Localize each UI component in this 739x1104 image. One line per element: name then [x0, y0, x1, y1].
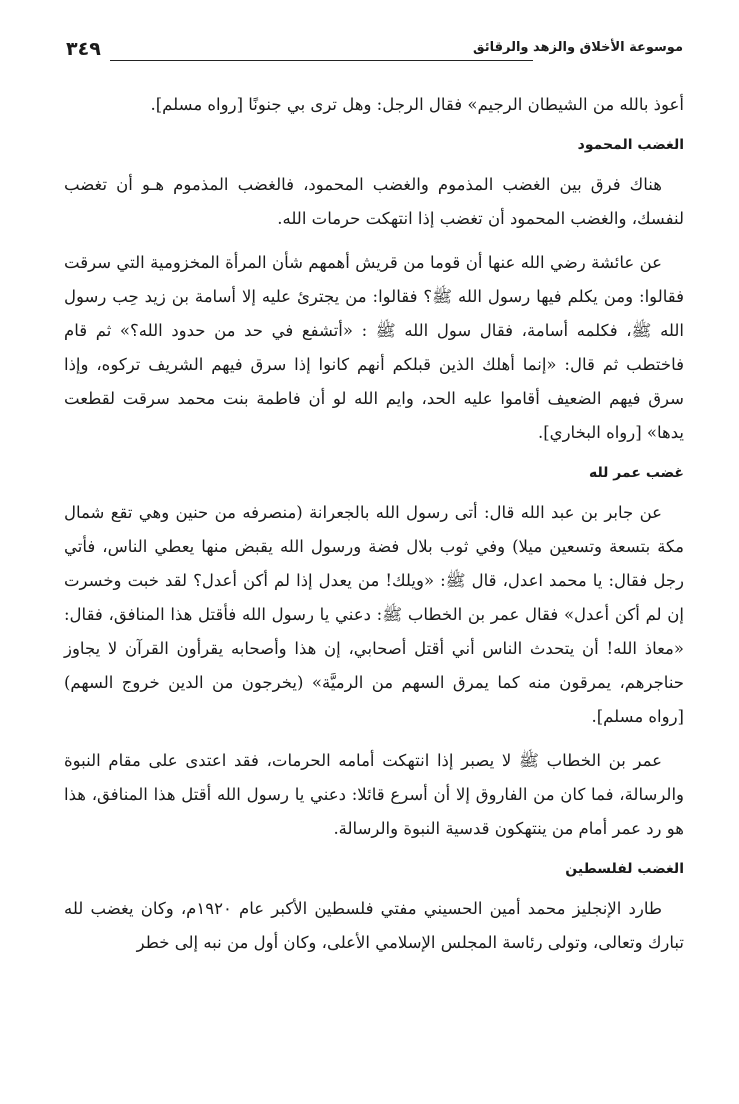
paragraph-anger-difference: هناك فرق بين الغضب المذموم والغضب المحمود، فالغضب المذموم هـو أن تغضب لنفسك، والغضب المحمود أن تغضب إذا انتهكت حرمات الله. — [64, 175, 684, 228]
header-rule — [110, 60, 533, 61]
heading-palestine-anger: الغضب لفلسطين — [565, 861, 684, 877]
page-body — [64, 88, 684, 970]
paragraph-husseini: طارد الإنجليز محمد أمين الحسيني مفتي فلسطين الأكبر عام ١٩٢٠م، وكان يغضب لله تبارك وتعالى، وتولى رئاسة المجلس الإسلامي الأعلى، وكان أول من نبه إلى خطر — [64, 899, 684, 952]
paragraph-aisha-hadith: عن عائشة رضي الله عنها أن قوما من قريش أهمهم شأن المرأة المخزومية التي سرقت فقالوا: ومن يكلم فيها رسول الله ﷺ؟ فقالوا: من يجترئ عليه إلا أسامة بن زيد حِب رسول الله ﷺ، فكلمه أسامة، فقال سول الله ﷺ : «أتشفع في حد من حدود الله؟» ثم قام فاختطب ثم قال: «إنما أهلك الذين قبلكم أنهم كانوا إذا سرق فيهم الشريف تركوه، وإذا سرق فيهم الضعيف أقاموا عليه الحد، وايم الله لو أن فاطمة بنت محمد سرقت لقطعت يدها» [رواه البخاري]. — [64, 253, 684, 442]
heading-praiseworthy-anger: الغضب المحمود — [577, 137, 684, 153]
page-number: ٣٤٩ — [66, 38, 101, 60]
paragraph-jabir-hadith: عن جابر بن عبد الله قال: أتى رسول الله بالجعرانة (منصرفه من حنين وهي تقع شمال مكة بتسعة وتسعين ميلا) وفي ثوب بلال فضة ورسول الله يقبض منها يعطي الناس، فأتي رجل فقال: يا محمد اعدل، قال ﷺ: «ويلك! من يعدل إذا لم أكن أعدل؟ لقد خبت وخسرت إن لم أكن أعدل» فقال عمر بن الخطاب ﷺ: دعني يا رسول الله فأقتل هذا المنافق، فقال: «معاذ الله! أن يتحدث الناس أني أقتل أصحابي، إن هذا وأصحابه يقرأون القرآن لا يجاوز حناجرهم، يمرقون منه كما يمرق السهم من الرميَّة» (يخرجون من الدين خروج السهم) [رواه مسلم]. — [64, 503, 684, 726]
heading-umar-anger: غضب عمر لله — [588, 465, 684, 481]
paragraph-quote-end: أعوذ بالله من الشيطان الرجيم» فقال الرجل: وهل ترى بي جنونًا [رواه مسلم]. — [150, 95, 684, 114]
paragraph-umar-comment: عمر بن الخطاب ﷺ لا يصبر إذا انتهكت أمامه الحرمات، فقد اعتدى على مقام النبوة والرسالة، فما كان من الفاروق إلا أن أسرع قائلا: دعني يا رسول الله أقتل هذا المنافق، هذا هو رد عمر أمام من ينتهكون قدسية النبوة والرسالة. — [64, 751, 684, 838]
page-header — [66, 38, 683, 66]
running-title: موسوعة الأخلاق والزهد والرقائق — [473, 40, 683, 55]
